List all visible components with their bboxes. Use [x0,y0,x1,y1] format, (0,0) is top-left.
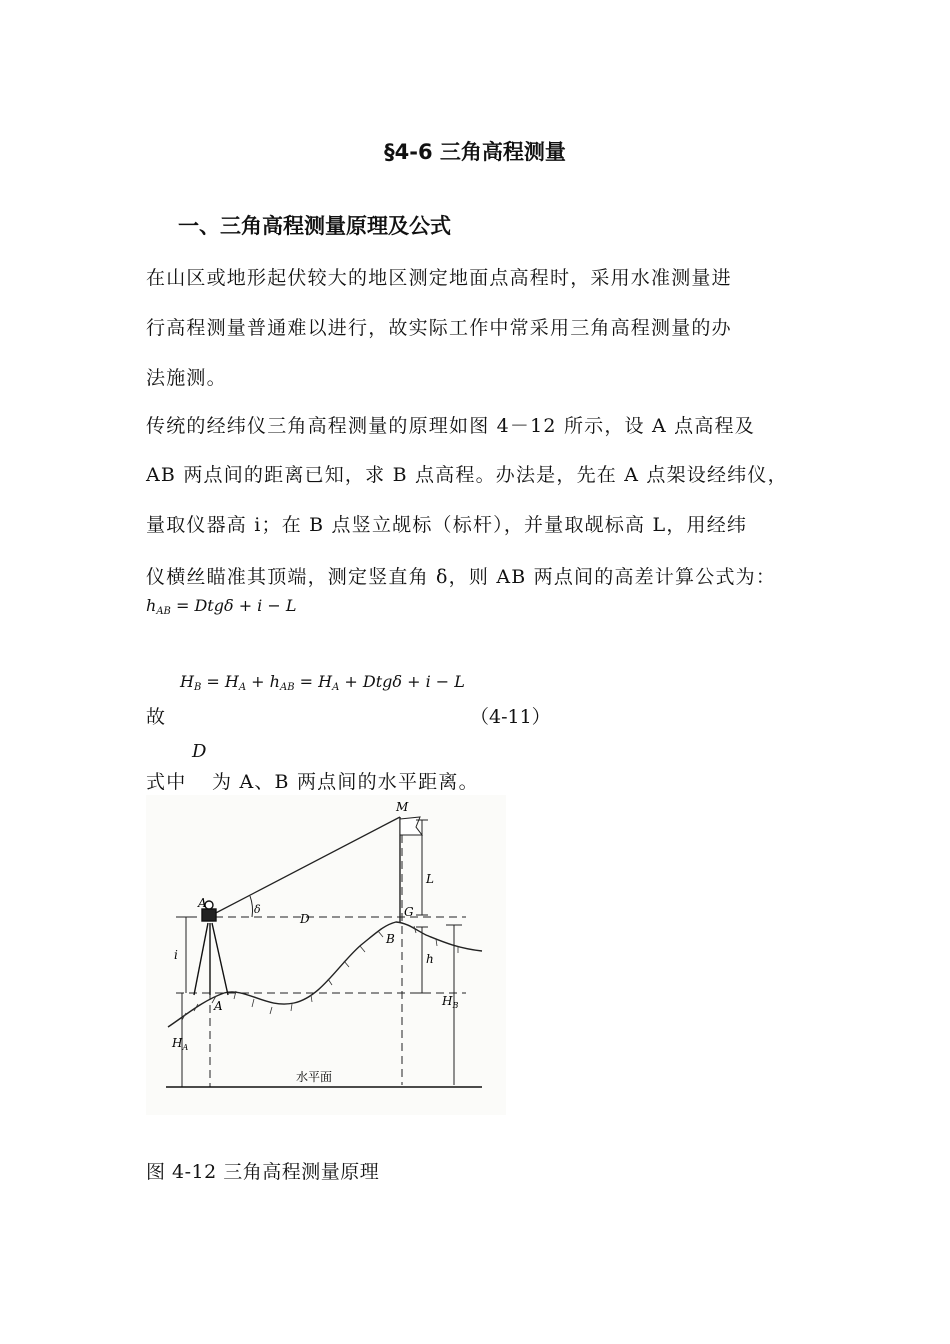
label-hb: $H_B$ [442,994,459,1010]
formula-elevation-b: $H_B = H_A + h_{AB} = H_A + Dtg\delta + i - L$ [180,672,465,693]
definition-text: 为 A、B 两点间的水平距离。 [212,771,479,793]
equation-number: （4-11） [470,706,551,728]
label-a-ground: A [214,999,223,1013]
label-h: h [426,952,434,966]
paragraph2-line4: 仪横丝瞄准其顶端，测定竖直角 δ，则 AB 两点间的高差计算公式为： [146,566,777,588]
figure-caption: 图 4-12 三角高程测量原理 [146,1161,380,1183]
label-m: M [396,800,409,814]
trig-leveling-diagram [146,795,506,1115]
label-ha: $H_A$ [172,1036,189,1052]
label-delta: δ [254,903,261,916]
d-symbol: D [192,741,207,762]
paragraph1-line1: 在山区或地形起伏较大的地区测定地面点高程时，采用水准测量进 [146,267,732,289]
trig-leveling-figure [146,795,506,1115]
section-heading: 一、三角高程测量原理及公式 [178,214,451,238]
label-i: i [174,948,178,962]
paragraph2-line3: 量取仪器高 i；在 B 点竖立觇标（标杆），并量取觇标高 L，用经纬 [146,514,748,536]
label-d: D [300,912,310,926]
paragraph1-line3: 法施测。 [146,367,227,389]
page-title: §4-6 三角高程测量 [384,140,566,164]
label-horizontal-plane: 水平面 [296,1070,333,1084]
paragraph2-line2: AB 两点间的距离已知，求 B 点高程。办法是，先在 A 点架设经纬仪， [146,464,788,486]
gu-label: 故 [146,706,167,728]
definition-prefix: 式中 [146,771,187,793]
paragraph2-line1: 传统的经纬仪三角高程测量的原理如图 4－12 所示，设 A 点高程及 [146,415,755,437]
paragraph1-line2: 行高程测量普通难以进行，故实际工作中常采用三角高程测量的办 [146,317,732,339]
label-a-instrument: A [198,896,207,910]
label-b: B [386,932,395,946]
label-l: L [426,872,434,886]
label-g: G [404,905,414,919]
formula-height-difference: $h_{AB} = Dtg\delta + i - L$ [146,596,297,617]
